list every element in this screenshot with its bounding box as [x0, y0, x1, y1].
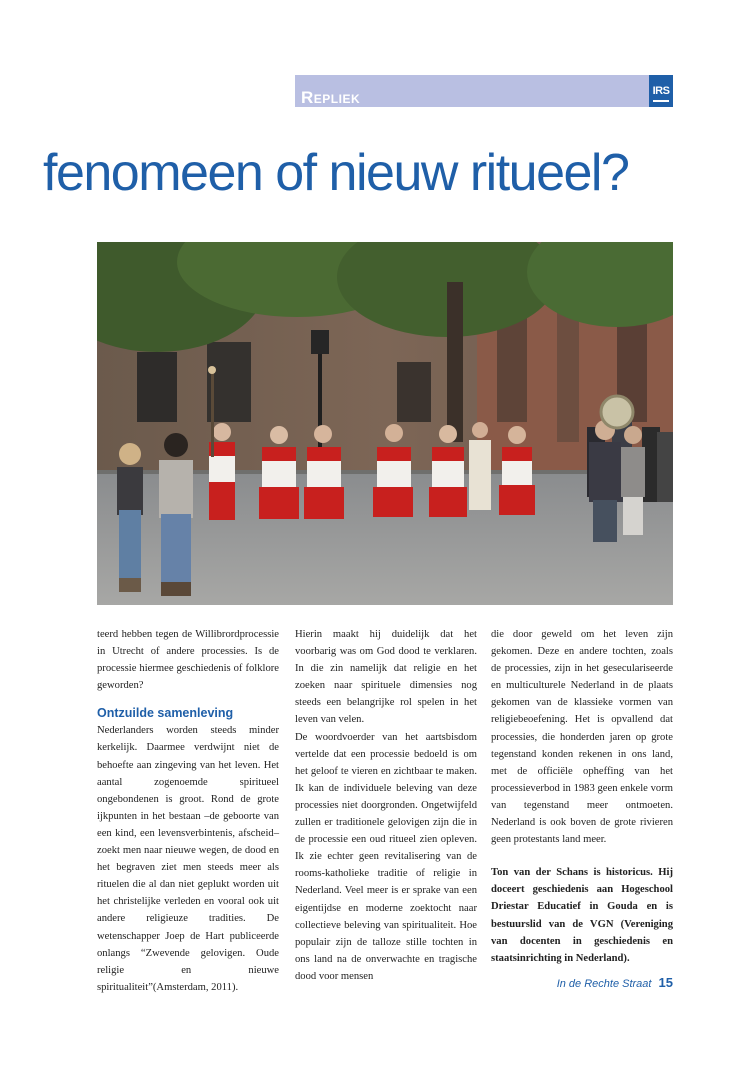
paragraph: De woordvoerder van het aartsbisdom vertelde dat een processie bedoeld is om het geloof te vieren en zichtbaar te maken. Ik kan de individuele beleving van deze processies niet doorgronden. Ongetwijfeld zullen er traditionele gelovigen zijn die in de processie een oud ritueel zien opleven. Ik zie echter geen revitalisering van de rooms-katholieke traditie of religie in Nederland. Veel meer is er sprake van een eigentijdse en moderne zoektocht naar collectieve beleving van spiritualiteit. Hoe populair zijn de talloze stille tochten in ons land na de onverwachte en tragische dood voor mensen: [295, 731, 477, 982]
article-column-1: [97, 626, 279, 996]
page-number: 15: [658, 975, 673, 990]
paragraph: Nederlanders worden steeds minder kerkelijk. Daarmee verdwijnt niet de behoefte aan zingeving van het leven. Het aantal zogenoemde spiritueel ongebondenen is groot. Rond de grote ijkpunten in het bestaan –de geboorte van een kind, een levensverbintenis, afscheid– zoekt men naar nieuwe wegen, de dood en het begraven ziet men steeds meer als rituelen die al dan niet geplukt worden uit het christelijke verleden en vooral ook uit andere religieuze tradities. De wetenschapper Joep de Hart publiceerde onlangs “Zwevende gelovigen. Oude religie en nieuwe spiritualiteit”(Amsterdam, 2011).: [97, 725, 279, 993]
paragraph: teerd hebben tegen de Willibrordprocessie in Utrecht of andere processies. Is de processie hiermee geschiedenis of folklore geworden?: [97, 629, 279, 692]
page-footer: [557, 975, 673, 992]
procession-photo: [97, 242, 673, 605]
article-column-3: [491, 626, 673, 967]
article-title: fenomeen of nieuw ritueel?: [43, 144, 629, 202]
subheading: Ontzuilde samenleving: [97, 706, 234, 721]
paragraph: die door geweld om het leven zijn gekomen. Deze en andere tochten, zoals de processies, zijn in het geseculariseerde en multiculturele Nederland in de plaats gekomen van de klassieke vormen van religiebeoefening. Het is opvallend dat processies, die honderden jaren op grote tegenstand konden rekenen in ons land, met de officiële opheffing van het processieverbod in 1983 geen enkele vorm van tegenstand meer ontmoeten. Nederland is ook boven de grote rivieren geen protestants land meer.: [491, 629, 673, 846]
paragraph: Hierin maakt hij duidelijk dat het voorbarig was om God dood te verklaren. In die zin namelijk dat religie en het zoeken naar spirituele dimensies nog steeds een belangrijke rol spelen in het leven van velen.: [295, 629, 477, 726]
section-label: Repliek: [301, 88, 361, 107]
article-column-2: [295, 626, 477, 985]
irs-logo: IRS: [649, 75, 673, 107]
author-bio: Ton van der Schans is historicus. Hij doceert geschiedenis aan Hogeschool Driestar Educatief in Gouda en is bestuurslid van de VGN (Vereniging van docenten in geschiedenis en staatsinrichting in Nederland).: [491, 867, 673, 964]
magazine-name: In de Rechte Straat: [556, 978, 652, 990]
